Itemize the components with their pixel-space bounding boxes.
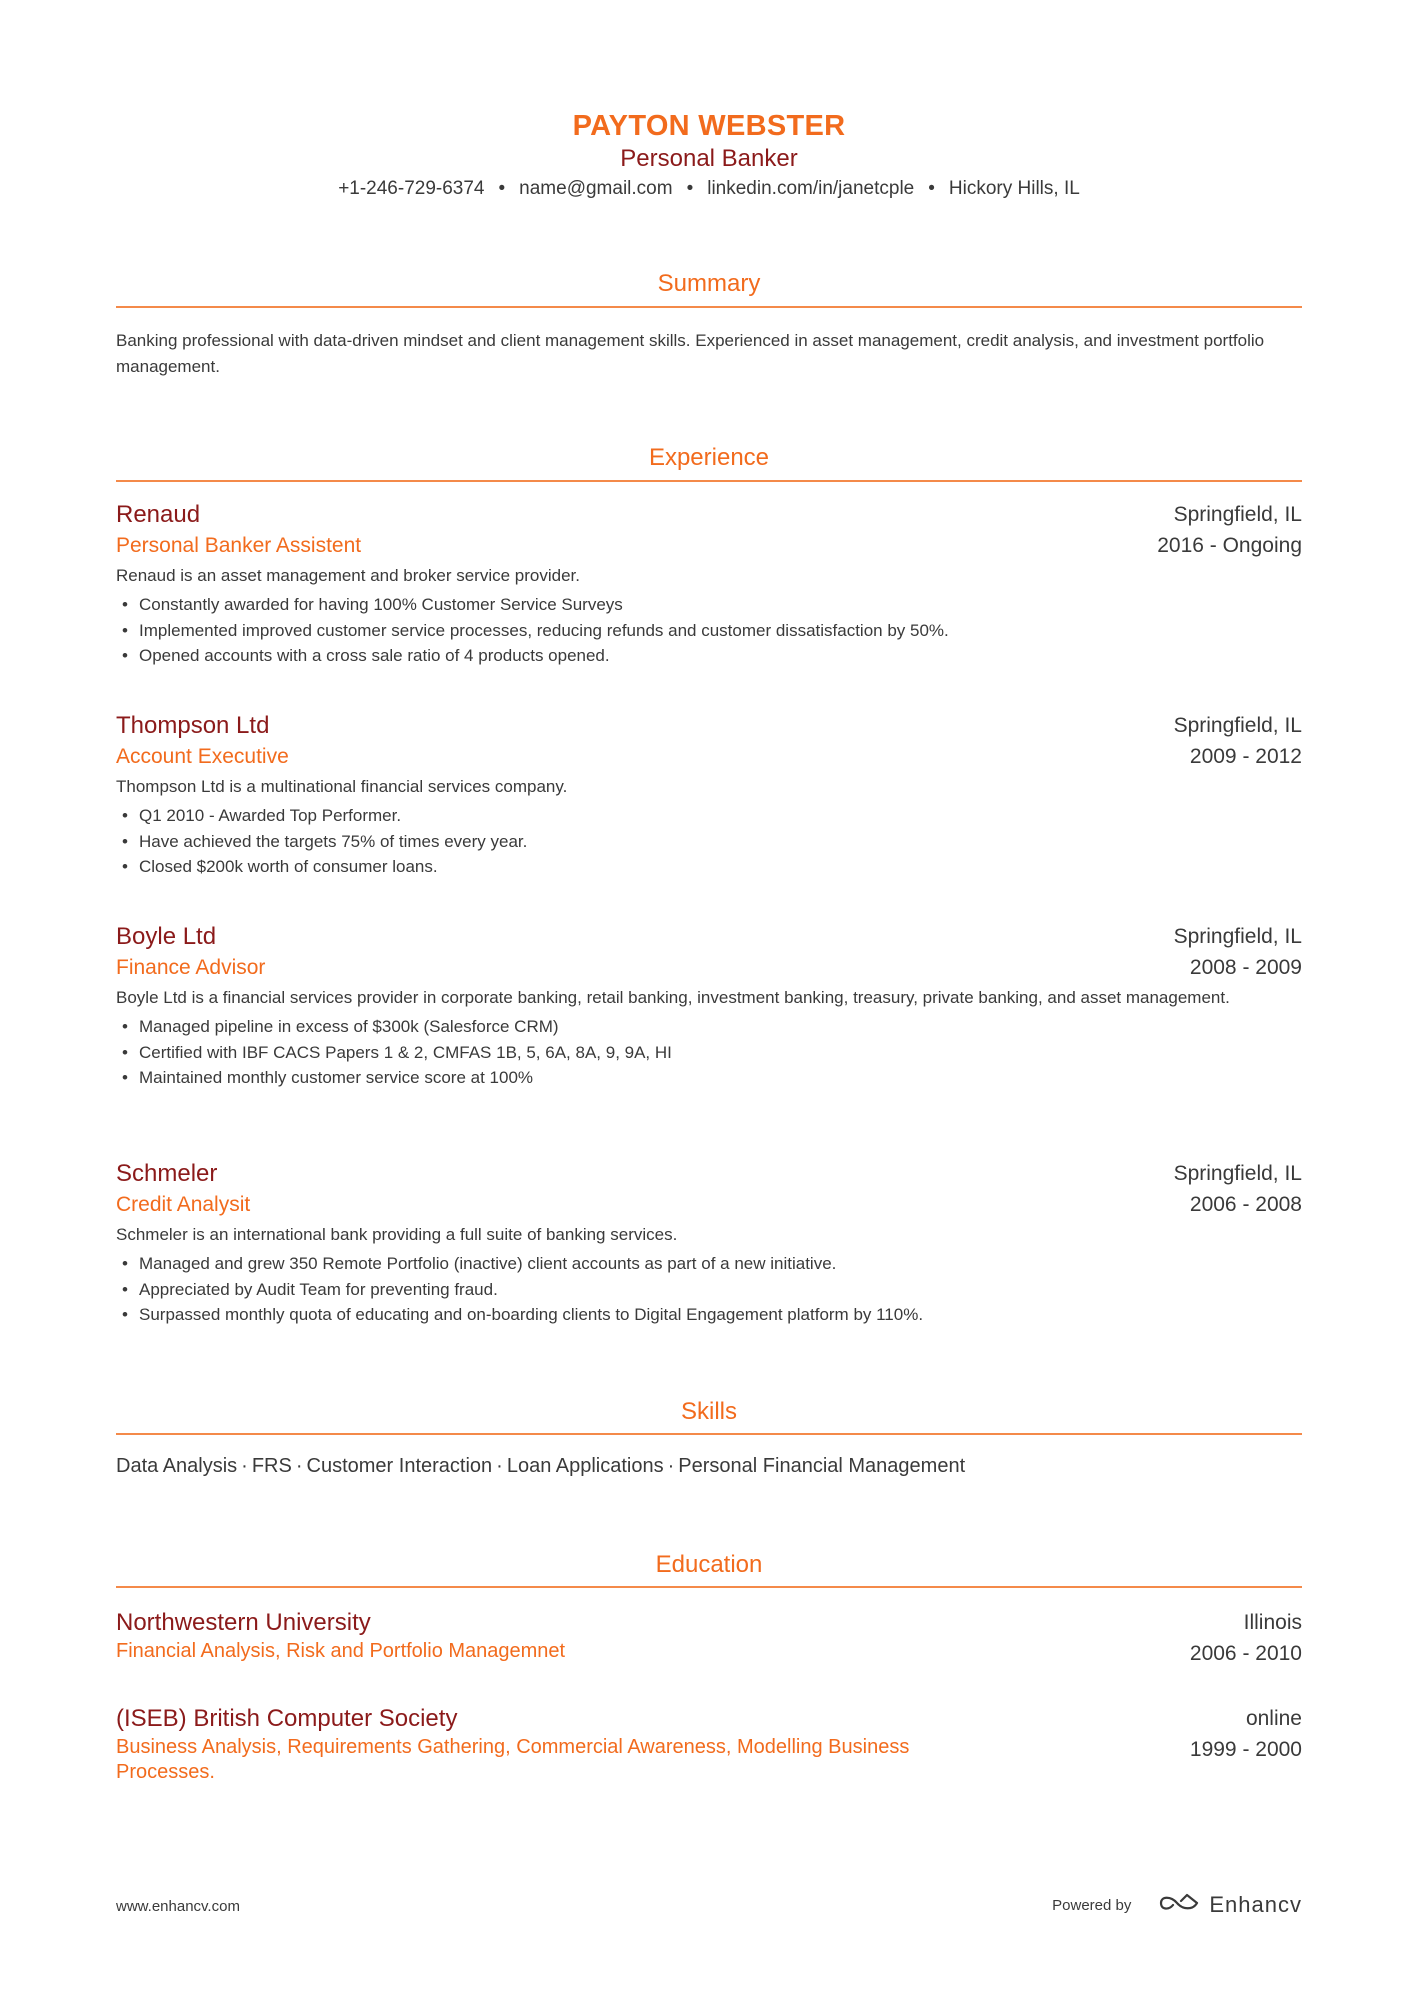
brand-name: Enhancv bbox=[1209, 1892, 1302, 1917]
company-name: Boyle Ltd bbox=[116, 923, 217, 950]
job-role: Credit Analysit bbox=[116, 1193, 251, 1216]
phone-number: +1-246-729-6374 bbox=[338, 178, 485, 199]
skills-divider bbox=[116, 1433, 1302, 1435]
job-location: Springfield, IL bbox=[1173, 714, 1302, 737]
experience-entry bbox=[116, 921, 1302, 1091]
achievement-item: • Constantly awarded for having 100% Customer Service Surveys bbox=[116, 592, 1302, 618]
school-name: Northwestern University bbox=[116, 1609, 371, 1636]
skill-item: Data Analysis bbox=[116, 1455, 238, 1477]
summary-heading: Summary bbox=[657, 270, 761, 297]
job-location: Springfield, IL bbox=[1173, 1162, 1302, 1185]
resume-page bbox=[116, 0, 1302, 1995]
powered-by-label: Powered by bbox=[1052, 1896, 1132, 1914]
education-entry bbox=[116, 1607, 1302, 1670]
job-location: Springfield, IL bbox=[1173, 503, 1302, 526]
company-description: Boyle Ltd is a financial services provider in corporate banking, retail banking, investment banking, treasury, private banking, and asset management. bbox=[116, 988, 1230, 1007]
achievement-list bbox=[116, 592, 1302, 669]
school-name: (ISEB) British Computer Society bbox=[116, 1705, 458, 1732]
achievement-item: • Closed $200k worth of consumer loans. bbox=[116, 854, 1302, 880]
achievement-item: • Appreciated by Audit Team for preventing fraud. bbox=[116, 1277, 1302, 1303]
company-description: Schmeler is an international bank providing a full suite of banking services. bbox=[116, 1225, 678, 1244]
skill-separator: · bbox=[667, 1455, 675, 1477]
achievement-item: • Certified with IBF CACS Papers 1 & 2, CMFAS 1B, 5, 6A, 8A, 9, 9A, HI bbox=[116, 1040, 1302, 1066]
experience-entry bbox=[116, 1158, 1302, 1328]
achievement-item: • Opened accounts with a cross sale ratio of 4 products opened. bbox=[116, 643, 1302, 669]
skills-heading: Skills bbox=[680, 1398, 737, 1425]
company-name: Schmeler bbox=[116, 1160, 218, 1187]
field-of-study: Business Analysis, Requirements Gathering, Commercial Awareness, Modelling Business Processes. bbox=[116, 1736, 910, 1783]
school-location: Illinois bbox=[1243, 1611, 1302, 1634]
education-divider bbox=[116, 1586, 1302, 1588]
job-dates: 2006 - 2008 bbox=[1189, 1193, 1302, 1216]
skills-list bbox=[116, 1452, 1302, 1480]
achievement-item: • Managed and grew 350 Remote Portfolio (inactive) client accounts as part of a new initiative. bbox=[116, 1251, 1302, 1277]
job-dates: 2008 - 2009 bbox=[1189, 956, 1302, 979]
job-role: Finance Advisor bbox=[116, 956, 266, 979]
skill-separator: · bbox=[295, 1455, 303, 1477]
linkedin-url: linkedin.com/in/janetcple bbox=[707, 178, 915, 199]
skill-item: Personal Financial Management bbox=[678, 1455, 966, 1477]
footer-branding[interactable] bbox=[1052, 1890, 1302, 1920]
achievement-item: • Surpassed monthly quota of educating and on-boarding clients to Digital Engagement platform by 110%. bbox=[116, 1302, 1302, 1328]
field-of-study: Financial Analysis, Risk and Portfolio Managemnet bbox=[116, 1640, 566, 1662]
contact-separator: • bbox=[686, 178, 694, 199]
candidate-location: Hickory Hills, IL bbox=[948, 178, 1080, 199]
resume-header bbox=[116, 108, 1302, 202]
achievement-list bbox=[116, 803, 1302, 880]
summary-text: Banking professional with data-driven mindset and client management skills. Experienced in asset management, credit analysis, and investment portfolio management. bbox=[116, 331, 1265, 376]
achievement-item: • Managed pipeline in excess of $300k (Salesforce CRM) bbox=[116, 1014, 1302, 1040]
job-location: Springfield, IL bbox=[1173, 925, 1302, 948]
job-dates: 2016 - Ongoing bbox=[1157, 534, 1302, 557]
experience-heading: Experience bbox=[648, 444, 770, 471]
skill-item: Loan Applications bbox=[506, 1455, 664, 1477]
experience-entry bbox=[116, 499, 1302, 669]
company-name: Thompson Ltd bbox=[116, 712, 270, 739]
job-dates: 2009 - 2012 bbox=[1189, 745, 1302, 768]
job-role: Account Executive bbox=[116, 745, 289, 768]
skill-separator: · bbox=[241, 1455, 248, 1477]
job-role: Personal Banker Assistent bbox=[116, 534, 362, 557]
education-entry bbox=[116, 1703, 1302, 1783]
candidate-title: Personal Banker bbox=[620, 145, 798, 172]
achievement-item: • Implemented improved customer service processes, reducing refunds and customer dissatisfaction by 50%. bbox=[116, 618, 1302, 644]
skill-separator: · bbox=[496, 1455, 503, 1477]
education-heading: Education bbox=[655, 1551, 763, 1578]
experience-entry bbox=[116, 710, 1302, 880]
experience-divider bbox=[116, 480, 1302, 482]
candidate-name: PAYTON WEBSTER bbox=[572, 110, 846, 142]
skill-item: FRS bbox=[251, 1455, 292, 1477]
footer-website-link[interactable]: www.enhancv.com bbox=[116, 1898, 240, 1915]
summary-divider bbox=[116, 306, 1302, 308]
contact-separator: • bbox=[928, 178, 935, 199]
email-address: name@gmail.com bbox=[519, 178, 673, 199]
study-dates: 2006 - 2010 bbox=[1189, 1642, 1302, 1665]
company-description: Renaud is an asset management and broker service provider. bbox=[116, 566, 580, 585]
achievement-item: • Have achieved the targets 75% of times every year. bbox=[116, 829, 1302, 855]
company-name: Renaud bbox=[116, 501, 201, 528]
achievement-item: • Q1 2010 - Awarded Top Performer. bbox=[116, 803, 1302, 829]
contact-line bbox=[116, 176, 1302, 202]
achievement-list bbox=[116, 1251, 1302, 1328]
enhancv-logo-icon bbox=[1157, 1891, 1201, 1920]
achievement-list bbox=[116, 1014, 1302, 1091]
skill-item: Customer Interaction bbox=[306, 1455, 493, 1477]
company-description: Thompson Ltd is a multinational financial services company. bbox=[116, 777, 568, 796]
school-location: online bbox=[1245, 1707, 1302, 1730]
study-dates: 1999 - 2000 bbox=[1189, 1738, 1302, 1761]
achievement-item: • Maintained monthly customer service score at 100% bbox=[116, 1065, 1302, 1091]
contact-separator: • bbox=[498, 178, 506, 199]
